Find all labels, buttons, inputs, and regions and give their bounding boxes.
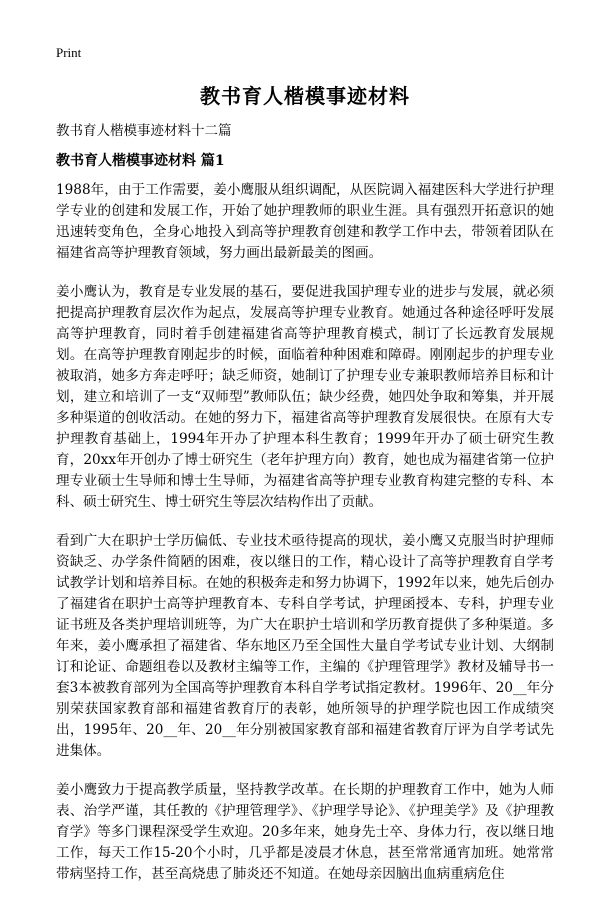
page-title: 教书育人楷模事迹材料 [200,84,410,108]
article-body [56,180,554,903]
document-subtitle: 教书育人楷模事迹材料十二篇 [56,123,232,139]
paragraph-3: 看到广大在职护士学历偏低、专业技术亟待提高的现状，姜小鹰又克服当时护理师资缺乏、办学条件简陋的困难，夜以继日的工作，精心设计了高等护理教育自学考试教学计划和培养目标。在她的积极奔走和努力协调下，1992年以来，她先后创办了福建省在职护士高等护理教育本、专科自学考试，护理函授本、专科，护理专业证书班及各类护理培训班等，为广大在职护士培训和学历教育提供了多种渠道。多年来，姜小鹰承担了福建省、华东地区乃至全国性大量自学考试专业计划、大纲制订和论证、命题组卷以及教材主编等工作，主编的《护理管理学》教材及辅导书一套3本被教育部列为全国高等护理教育本科自学考试指定教材。1996年、20__年分别荣获国家教育部和福建省教育厅的表彰，她所领导的护理学院也因工作成绩突出，1995年、20__年、20__年分别被国家教育部和福建省教育厅评为自学考试先进集体。 [56,533,554,759]
paragraph-1: 1988年，由于工作需要，姜小鹰服从组织调配，从医院调入福建医科大学进行护理学专业的创建和发展工作，开始了她护理教师的职业生涯。具有强烈开拓意识的她迅速转变角色，全身心地投入到高等护理教育创建和教学工作中去，带领着团队在福建省高等护理教育领域，努力画出最新最美的图画。 [56,182,554,261]
section-heading: 教书育人楷模事迹材料 篇1 [56,153,225,169]
print-link[interactable]: Print [56,45,82,60]
paragraph-4: 姜小鹰致力于提高教学质量，坚持教学改革。在长期的护理教育工作中，她为人师表、治学严谨，其任教的《护理管理学》、《护理学导论》、《护理美学》及《护理教育学》等多门课程深受学生欢迎。20多年来，她身先士卒、身体力行，夜以继日地工作，每天工作15-20个小时，几乎都是凌晨才休息，甚至常常通宵加班。她常常带病坚持工作，甚至高烧患了肺炎还不知道。在她母亲因脑出血病重病危住 [56,782,554,882]
paragraph-2: 姜小鹰认为，教育是专业发展的基石，要促进我国护理专业的进步与发展，就必须把提高护理教育层次作为起点，发展高等护理专业教育。她通过各种途径呼吁发展高等护理教育，同时着手创建福建省高等护理教育模式，制订了长远教育发展规划。在高等护理教育刚起步的时候，面临着种种困难和障碍。刚刚起步的护理专业被取消，她多方奔走呼吁；缺乏师资，她制订了护理专业专兼职教师培养目标和计划，建立和培训了一支“双师型”教师队伍；缺少经费，她四处争取和筹集，并开展多种渠道的创收活动。在她的努力下，福建省高等护理教育发展很快。在原有大专护理教育基础上，1994年开办了护理本科生教育；1999年开办了硕士研究生教育，20xx年开创办了博士研究生（老年护理方向）教育，她也成为福建省第一位护理专业硕士生导师和博士生导师，为福建省高等护理专业教育构建完整的专科、本科、硕士研究生、博士研究生等层次结构作出了贡献。 [56,284,554,510]
